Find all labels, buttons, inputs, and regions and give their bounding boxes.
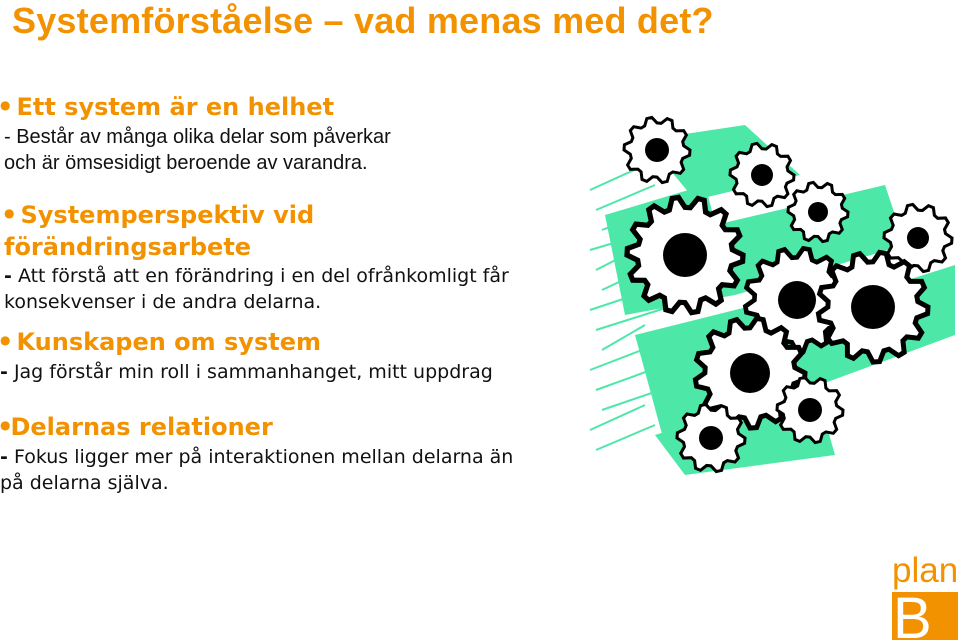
section-heading	[0, 327, 493, 359]
section-heading-cont: förändringsarbete	[4, 232, 252, 261]
section-systemperspektiv	[0, 200, 509, 315]
line-text: Att förstå att en förändring i en del ofrånkomligt får	[17, 264, 509, 287]
bullet-icon: ●	[0, 332, 11, 347]
gear-icon	[730, 143, 794, 206]
section-text-line	[0, 444, 513, 470]
streak-line	[590, 405, 645, 430]
heading-text: Delarnas relationer	[10, 413, 273, 441]
section-text-line: och är ömsesidigt beroende av varandra.	[4, 151, 368, 174]
section-system-helhet	[0, 92, 391, 176]
heading-text: Kunskapen om system	[16, 328, 321, 356]
streak-line	[596, 425, 655, 450]
plan-b-logo	[880, 548, 960, 640]
line-text: Fokus ligger mer på interaktionen mellan delarna än	[13, 445, 514, 468]
section-text-line: konsekvenser i de andra delarna.	[4, 290, 322, 313]
gear-icon	[884, 204, 952, 271]
heading-text: Ett system är en helhet	[16, 93, 335, 121]
section-text-line	[0, 263, 509, 289]
section-text-line	[0, 359, 493, 385]
section-delarnas-relationer	[0, 412, 513, 496]
bullet-icon: ●	[0, 417, 11, 432]
heading-text: Systemperspektiv vid	[20, 201, 315, 229]
section-text-line: - Består av många olika delar som påverkar	[4, 125, 391, 148]
section-heading	[0, 92, 391, 124]
dash: -	[0, 445, 8, 468]
bullet-icon: ●	[0, 97, 11, 112]
bullet-icon: ●	[4, 205, 15, 220]
gears-illustration	[585, 105, 960, 485]
section-kunskapen	[0, 327, 493, 385]
dash: -	[0, 360, 8, 383]
dash: -	[4, 264, 12, 287]
line-text: Jag förstår min roll i sammanhanget, mitt uppdrag	[13, 360, 493, 383]
gear-icon	[624, 117, 690, 182]
section-text-line: på delarna själva.	[0, 471, 169, 494]
slide-title: Systemförståelse – vad menas med det?	[12, 0, 714, 41]
logo-word: plan	[892, 551, 959, 590]
logo-letter: B	[893, 586, 932, 640]
section-heading	[0, 412, 513, 444]
section-heading	[0, 200, 509, 232]
